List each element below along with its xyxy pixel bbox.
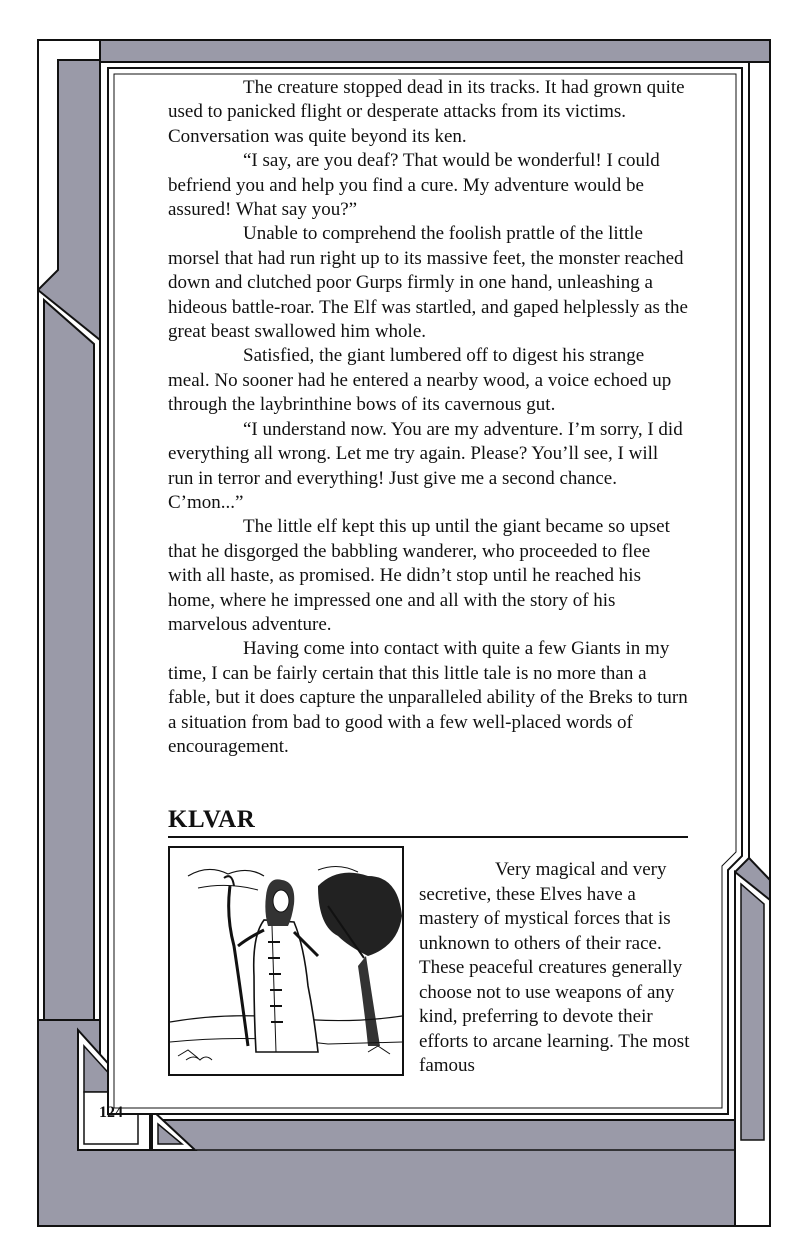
story-paragraph: “I understand now. You are my adventure. I’m sorry, I did everything all wrong. Let me try again. Please? You’ll see, I will run in terror and everything! Just give me a second chance. C’mon...” — [168, 418, 683, 513]
story-paragraph: Unable to comprehend the foolish prattle of the little morsel that had run right up to its massive feet, the monster reached down and clutched poor Gurps firmly in one hand, unleashing a hideous battle-roar. The Elf was startled, and gaped helplessly as the great beast swallowed him whole. — [168, 223, 688, 343]
page-number: 124 — [99, 1104, 123, 1121]
section-body — [419, 858, 691, 1079]
section-heading-text: KLVAR — [168, 806, 256, 833]
section-body-text: Very magical and very secretive, these Elves have a mastery of mystical forces that is unknown to others of their race. These peaceful creatures generally choose not to use weapons of any kind, preferring to devote their efforts to arcane learning. The most famous — [419, 859, 690, 1076]
section-heading — [168, 806, 688, 838]
border-right-gray-lower — [741, 884, 764, 1140]
story-text — [168, 76, 688, 759]
elf-illustration — [168, 846, 404, 1076]
border-left-gray — [44, 300, 94, 1020]
story-paragraph: The little elf kept this up until the giant became so upset that he disgorged the babbling wanderer, who proceeded to flee with all haste, as promised. He didn’t stop until he reached his home, where he impressed one and all with the story of his marvelous adventure. — [168, 516, 670, 635]
story-paragraph: Satisfied, the giant lumbered off to digest his strange meal. No sooner had he entered a nearby wood, a voice echoed up through the laybrinthine bows of its cavernous gut. — [168, 345, 672, 416]
story-paragraph: Having come into contact with quite a few Giants in my time, I can be fairly certain that this little tale is no more than a fable, but it does capture the unparalleled ability of the Breks to turn a situation from bad to good with a few well-placed words of encouragement. — [168, 638, 688, 757]
border-right-strip — [749, 62, 770, 880]
story-paragraph: The creature stopped dead in its tracks. It had grown quite used to panicked flight or desperate attacks from its victims. Conversation was quite beyond its ken. — [168, 77, 685, 147]
story-paragraph: “I say, are you deaf? That would be wonderful! I could befriend you and help you find a cure. My adventure would be assured! What say you?” — [168, 150, 660, 221]
